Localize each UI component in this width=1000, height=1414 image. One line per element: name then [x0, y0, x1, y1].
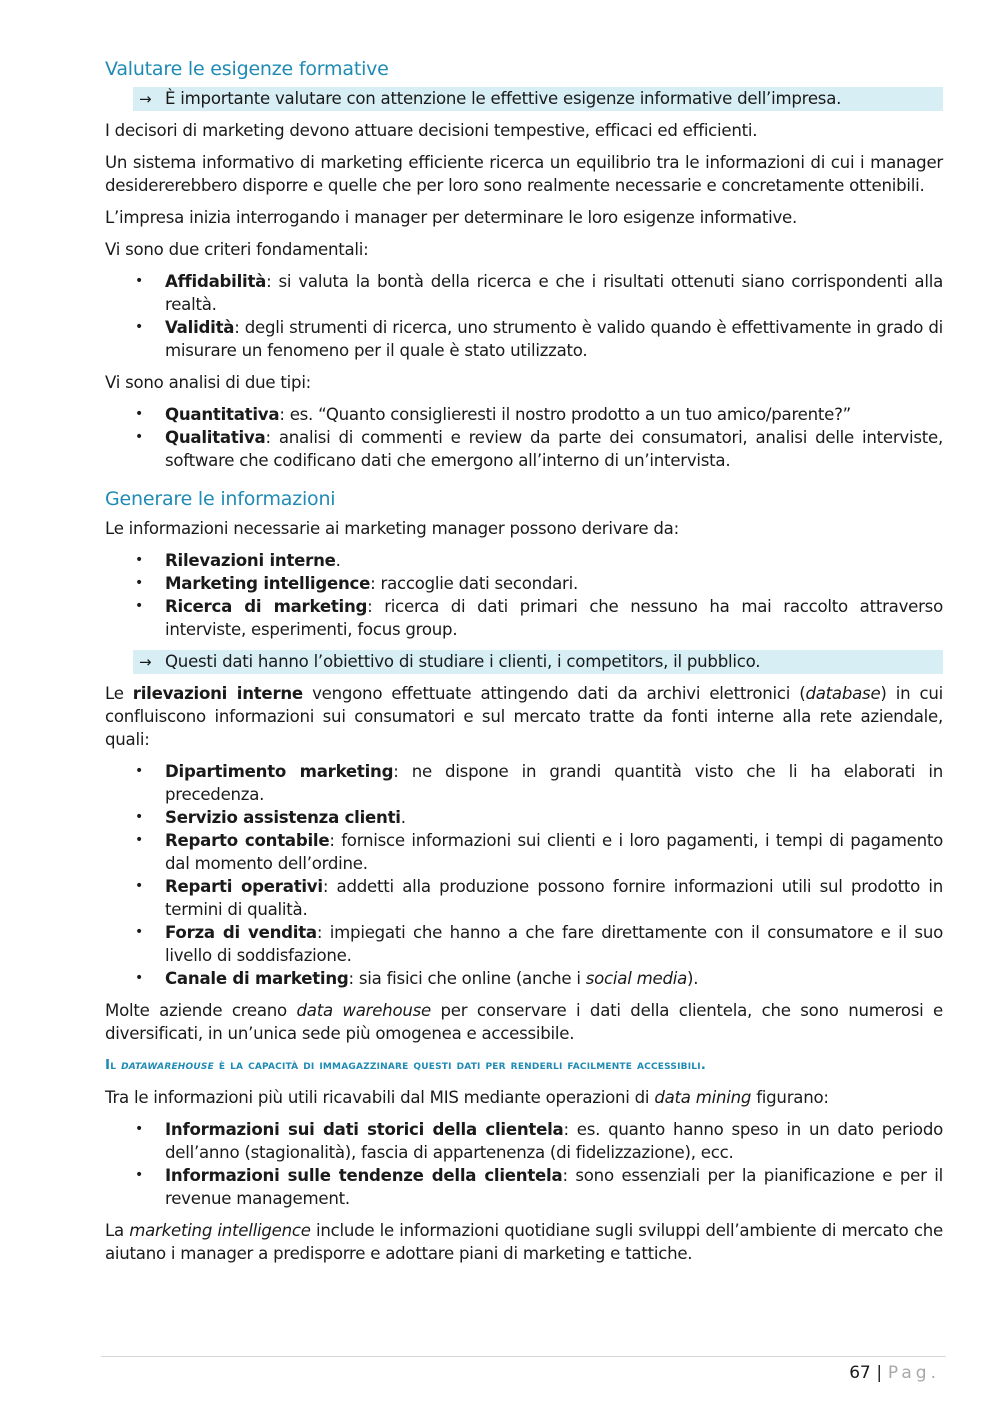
- list-term: Reparti operativi: [165, 877, 323, 896]
- paragraph: I decisori di marketing devono attuare decisioni tempestive, efficaci ed efficienti.: [105, 121, 758, 140]
- list-item: [105, 875, 943, 921]
- bullet-icon: •: [135, 406, 144, 422]
- list-item: [105, 595, 943, 641]
- analisi-list: [105, 403, 943, 472]
- text-run: vengono effettuate attingendo dati da archivi elettronici (: [302, 684, 806, 703]
- text-run: La: [105, 1221, 130, 1240]
- italic-term: marketing intelligence: [129, 1221, 311, 1240]
- bullet-icon: •: [135, 598, 144, 614]
- arrow-icon: →: [139, 653, 152, 671]
- list-item: [105, 426, 943, 472]
- text-run: per conservare i dati della clientela, che sono numerosi e diversificati, in un’unica sede più omogenea e accessibile.: [105, 1001, 943, 1043]
- list-item: [105, 1118, 943, 1164]
- bullet-icon: •: [135, 273, 144, 289]
- list-item: [105, 806, 943, 829]
- list-item: [105, 549, 943, 572]
- list-text: .: [335, 551, 341, 570]
- paragraph: Vi sono due criteri fondamentali:: [105, 240, 369, 259]
- text-run: Tra le informazioni più utili ricavabili dal MIS mediante operazioni di: [105, 1088, 655, 1107]
- paragraph: L’impresa inizia interrogando i manager per determinare le loro esigenze informative.: [105, 208, 798, 227]
- paragraph: Vi sono analisi di due tipi:: [105, 373, 312, 392]
- list-text: : fornisce informazioni sui clienti e i loro pagamenti, i tempi di pagamento dal momento dell’ordine.: [165, 831, 943, 873]
- list-text: .: [400, 808, 406, 827]
- paragraph: [105, 682, 943, 751]
- footer-separator: |: [876, 1363, 882, 1383]
- reparti-list: [105, 760, 943, 990]
- list-text: : analisi di commenti e review da parte dei consumatori, analisi delle interviste, software che codificano dati che emergono all’interno di un’intervista.: [165, 428, 943, 470]
- list-item: [105, 967, 943, 990]
- bullet-icon: •: [135, 575, 144, 591]
- section-heading-generare: Generare le informazioni: [105, 488, 336, 510]
- paragraph: [105, 1086, 943, 1109]
- list-text: : ricerca di dati primari che nessuno ha mai raccolto attraverso interviste, esperimenti, focus group.: [165, 597, 943, 639]
- bullet-icon: •: [135, 319, 144, 335]
- bullet-icon: •: [135, 1167, 144, 1183]
- paragraph: Un sistema informativo di marketing efficiente ricerca un equilibrio tra le informazioni di cui i manager desidererebbero disporre e quelle che per loro sono realmente necessarie e concretamente ottenibili.: [105, 153, 943, 195]
- arrow-icon: →: [139, 90, 152, 108]
- callout-text: Questi dati hanno l’obiettivo di studiare i clienti, i competitors, il pubblico.: [165, 652, 761, 671]
- list-term: Ricerca di marketing: [165, 597, 368, 616]
- page-label: Pag.: [887, 1363, 940, 1383]
- page-footer: [849, 1362, 940, 1385]
- paragraph: [105, 1219, 943, 1265]
- list-term: Dipartimento marketing: [165, 762, 394, 781]
- section-heading-valutare: Valutare le esigenze formative: [105, 58, 389, 80]
- list-item: [105, 572, 943, 595]
- list-text: : addetti alla produzione possono fornire informazioni utili sul prodotto in termini di qualità.: [165, 877, 943, 919]
- text-run: ) in cui confluiscono informazioni sui consumatori e sul mercato tratte da fonti interne alla rete aziendale, quali:: [105, 684, 944, 749]
- list-item: [105, 403, 943, 426]
- list-term: Marketing intelligence: [165, 574, 371, 593]
- list-text: : raccoglie dati secondari.: [370, 574, 579, 593]
- list-item: [105, 270, 943, 316]
- list-term: Qualitativa: [165, 428, 266, 447]
- list-text: : impiegati che hanno a che fare direttamente con il consumatore e il suo livello di soddisfazione.: [165, 923, 943, 965]
- bullet-icon: •: [135, 924, 144, 940]
- list-term: Forza di vendita: [165, 923, 317, 942]
- italic-term: data mining: [654, 1088, 752, 1107]
- list-item: [105, 760, 943, 806]
- page-number: 67: [849, 1363, 871, 1383]
- info-mis-list: [105, 1118, 943, 1210]
- list-item: [105, 1164, 943, 1210]
- callout-text: È importante valutare con attenzione le effettive esigenze informative dell’impresa.: [165, 89, 842, 108]
- list-term: Servizio assistenza clienti: [165, 808, 401, 827]
- text-run: è la capacità di immagazzinare questi dati per renderli facilmente accessibili.: [213, 1057, 707, 1073]
- bullet-icon: •: [135, 552, 144, 568]
- list-text: ).: [687, 969, 699, 988]
- paragraph: [105, 999, 943, 1045]
- list-item: [105, 921, 943, 967]
- fonti-list: [105, 549, 943, 641]
- callout-box: [133, 87, 943, 111]
- bullet-icon: •: [135, 429, 144, 445]
- bullet-icon: •: [135, 1121, 144, 1137]
- list-term: Canale di marketing: [165, 969, 349, 988]
- bullet-icon: •: [135, 832, 144, 848]
- bullet-icon: •: [135, 763, 144, 779]
- list-term: Rilevazioni interne: [165, 551, 336, 570]
- footer-divider: [101, 1356, 946, 1357]
- list-term: Informazioni sui dati storici della clientela: [165, 1120, 564, 1139]
- list-text: : sia fisici che online (anche i: [348, 969, 586, 988]
- text-run: figurano:: [751, 1088, 829, 1107]
- bold-term: rilevazioni interne: [132, 684, 303, 703]
- bullet-icon: •: [135, 970, 144, 986]
- list-term: Reparto contabile: [165, 831, 330, 850]
- list-text: : sono essenziali per la pianificazione e per il revenue management.: [165, 1166, 943, 1208]
- list-term: Validità: [165, 318, 235, 337]
- bullet-icon: •: [135, 878, 144, 894]
- list-item: [105, 829, 943, 875]
- paragraph: Le informazioni necessarie ai marketing manager possono derivare da:: [105, 519, 679, 538]
- italic-term: datawarehouse: [121, 1057, 214, 1073]
- list-text: : ne dispone in grandi quantità visto che li ha elaborati in precedenza.: [165, 762, 943, 804]
- list-text: : degli strumenti di ricerca, uno strumento è valido quando è effettivamente in grado di misurare un fenomeno per il quale è stato utilizzato.: [165, 318, 943, 360]
- list-term: Quantitativa: [165, 405, 280, 424]
- italic-term: social media: [585, 969, 688, 988]
- text-run: include le informazioni quotidiane sugli sviluppi dell’ambiente di mercato che aiutano i manager a predisporre e adottare piani di marketing e tattiche.: [105, 1221, 943, 1263]
- list-text: : es. quanto hanno speso in un dato periodo dell’anno (stagionalità), fascia di appartenenza (di fidelizzazione), ecc.: [165, 1120, 943, 1162]
- criteri-list: [105, 270, 943, 362]
- italic-term: database: [805, 684, 881, 703]
- list-term: Informazioni sulle tendenze della clientela: [165, 1166, 563, 1185]
- text-run: Le: [105, 684, 133, 703]
- list-text: : es. “Quanto consiglieresti il nostro prodotto a un tuo amico/parente?”: [279, 405, 851, 424]
- list-text: : si valuta la bontà della ricerca e che i risultati ottenuti siano corrispondenti alla realtà.: [165, 272, 943, 314]
- text-run: Molte aziende creano: [105, 1001, 297, 1020]
- list-term: Affidabilità: [165, 272, 267, 291]
- highlight-statement: [105, 1054, 943, 1077]
- italic-term: data warehouse: [296, 1001, 431, 1020]
- page-content: [105, 56, 943, 1274]
- list-item: [105, 316, 943, 362]
- text-run: Il: [105, 1057, 122, 1073]
- bullet-icon: •: [135, 809, 144, 825]
- callout-box: [133, 650, 943, 674]
